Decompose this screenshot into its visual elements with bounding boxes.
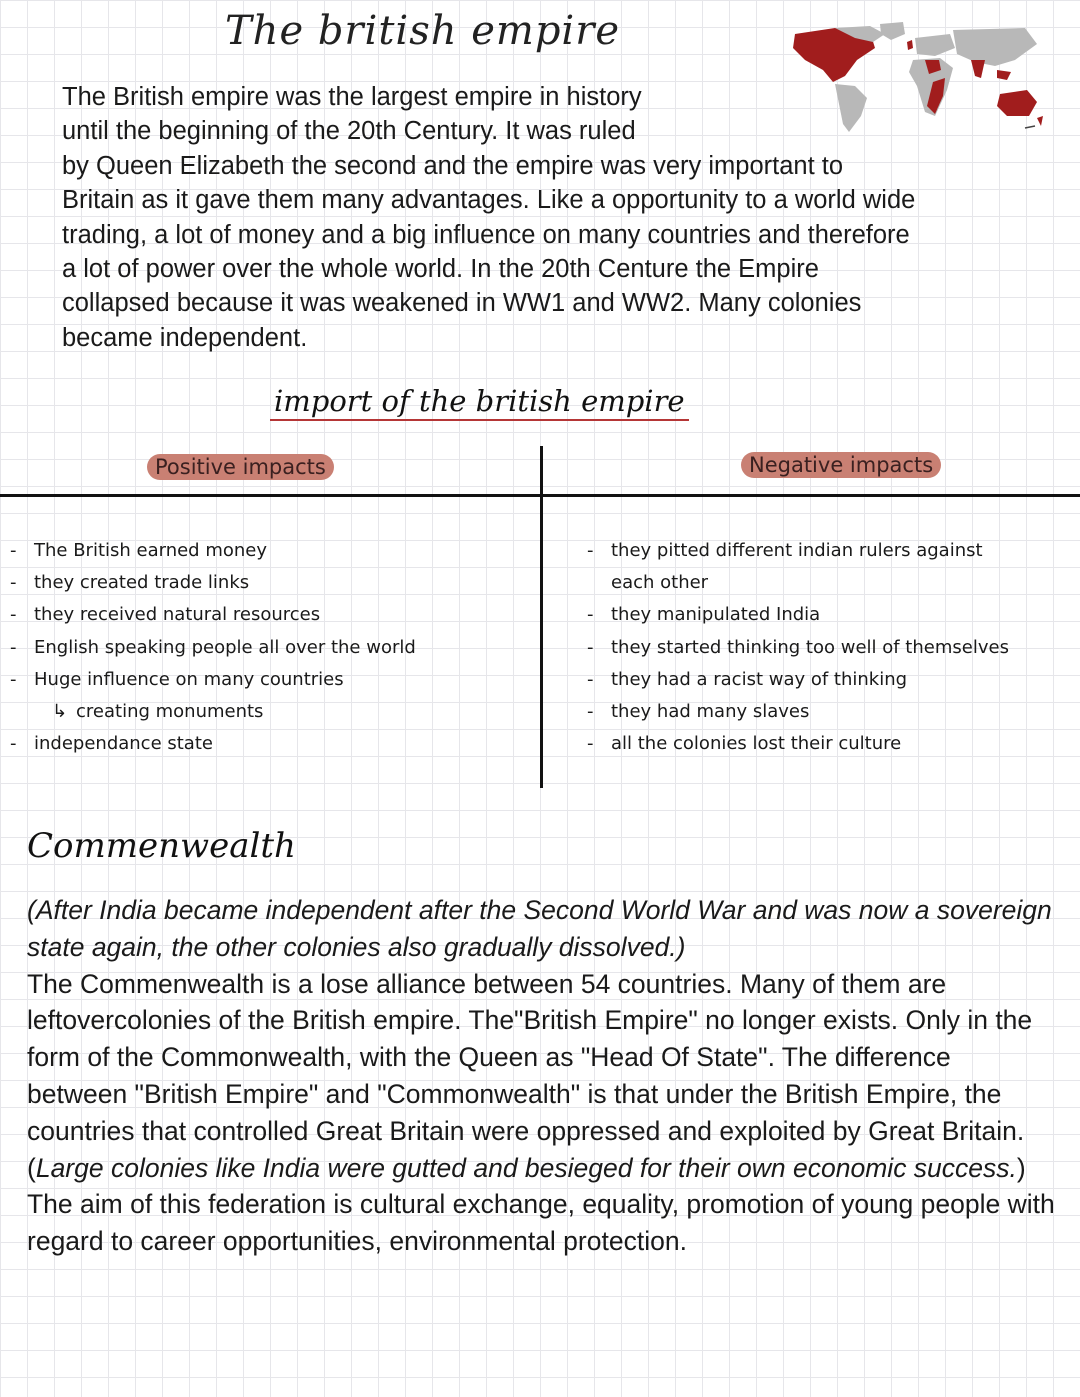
intro-paragraph xyxy=(62,80,1052,355)
list-item xyxy=(10,599,535,631)
list-subitem xyxy=(10,696,535,728)
list-marker: - xyxy=(10,733,17,755)
positive-impacts-label: Positive impacts xyxy=(147,454,334,480)
list-item-text: Huge influence on many countries xyxy=(34,668,344,690)
list-item-text: they had many slaves xyxy=(611,700,810,722)
list-marker: - xyxy=(587,668,594,690)
intro-line: until the beginning of the 20th Century. It was ruled xyxy=(62,117,636,146)
intro-line: trading, a lot of money and a big influence on many countries and therefore xyxy=(62,220,910,249)
list-item-text: English speaking people all over the world xyxy=(34,636,416,658)
intro-line: Britain as it gave them many advantages. Like a opportunity to a world wide xyxy=(62,186,916,215)
commonwealth-paragraph xyxy=(27,892,1057,1260)
list-item-text: all the colonies lost their culture xyxy=(611,733,902,755)
list-item xyxy=(10,567,535,599)
list-item-text: independance state xyxy=(34,733,213,755)
list-marker: - xyxy=(10,572,17,594)
list-marker: - xyxy=(587,604,594,626)
list-item-text: they started thinking too well of themselves xyxy=(611,636,1009,658)
list-item-text: each other xyxy=(611,572,709,594)
list-item xyxy=(10,535,535,567)
impact-heading: import of the british empire xyxy=(270,384,689,421)
commonwealth-heading: Commenwealth xyxy=(27,826,296,866)
list-item-text: they created trade links xyxy=(34,572,250,594)
page-title: The british empire xyxy=(225,8,621,54)
list-marker: - xyxy=(587,540,594,561)
list-item xyxy=(10,632,535,664)
list-item-text: creating monuments xyxy=(76,700,264,722)
list-marker: - xyxy=(10,540,17,561)
intro-line: The British empire was the largest empire in history xyxy=(62,83,642,111)
list-marker: - xyxy=(10,636,17,658)
list-item-continuation xyxy=(587,567,1077,599)
commonwealth-note: (After India became independent after the Second World War and was now a sovereign state again, the other colonies also gradually dissolved.) xyxy=(27,895,1052,962)
list-item-text: The British earned money xyxy=(34,540,268,561)
negative-impacts-label: Negative impacts xyxy=(741,452,941,478)
list-item xyxy=(587,728,1077,760)
list-item xyxy=(587,696,1077,728)
intro-line: a lot of power over the whole world. In the 20th Centure the Empire xyxy=(62,255,819,284)
commonwealth-body xyxy=(27,966,1057,1260)
list-marker: - xyxy=(10,604,17,626)
list-marker: - xyxy=(587,636,594,658)
list-item xyxy=(587,664,1077,696)
table-vertical-divider xyxy=(540,446,543,788)
intro-line: collapsed because it was weakened in WW1 and WW2. Many colonies xyxy=(62,289,862,318)
commonwealth-body-italic: Large colonies like India were gutted and besieged for their own economic success. xyxy=(35,1152,1017,1183)
negative-impacts-list xyxy=(587,535,1077,760)
list-item-text: they received natural resources xyxy=(34,604,321,626)
list-item xyxy=(10,728,535,760)
list-marker: - xyxy=(587,700,594,722)
list-marker: - xyxy=(10,668,17,690)
list-item xyxy=(587,599,1077,631)
intro-line: became independent. xyxy=(62,323,308,352)
list-item-text: they pitted different indian rulers against xyxy=(611,540,983,561)
list-marker: - xyxy=(587,733,594,755)
positive-impacts-list xyxy=(10,535,535,760)
list-item xyxy=(587,632,1077,664)
commonwealth-body-text: The Commenwealth is a lose alliance between 54 countries. Many of them are leftovercolonies of the British empire. The"British Empire" no longer exists. Only in the form of the Commonwealth, with the Queen as "Head Of State". The difference between "British Empire" and "Commonwealth" is that under the British Empire, the countries that controlled Great Britain were oppressed and exploited by Great Britain. ( xyxy=(27,968,1033,1183)
list-item xyxy=(587,535,1077,567)
list-item-text: they had a racist way of thinking xyxy=(611,668,908,690)
intro-line: by Queen Elizabeth the second and the empire was very important to xyxy=(62,151,844,180)
arrow-return-icon: ↳ xyxy=(52,700,68,722)
list-item xyxy=(10,664,535,696)
list-item-text: they manipulated India xyxy=(611,604,821,626)
commonwealth-body-text: ) The aim of this federation is cultural exchange, equality, promotion of young people with regard to career opportunities, environmental protection. xyxy=(27,1152,1055,1257)
